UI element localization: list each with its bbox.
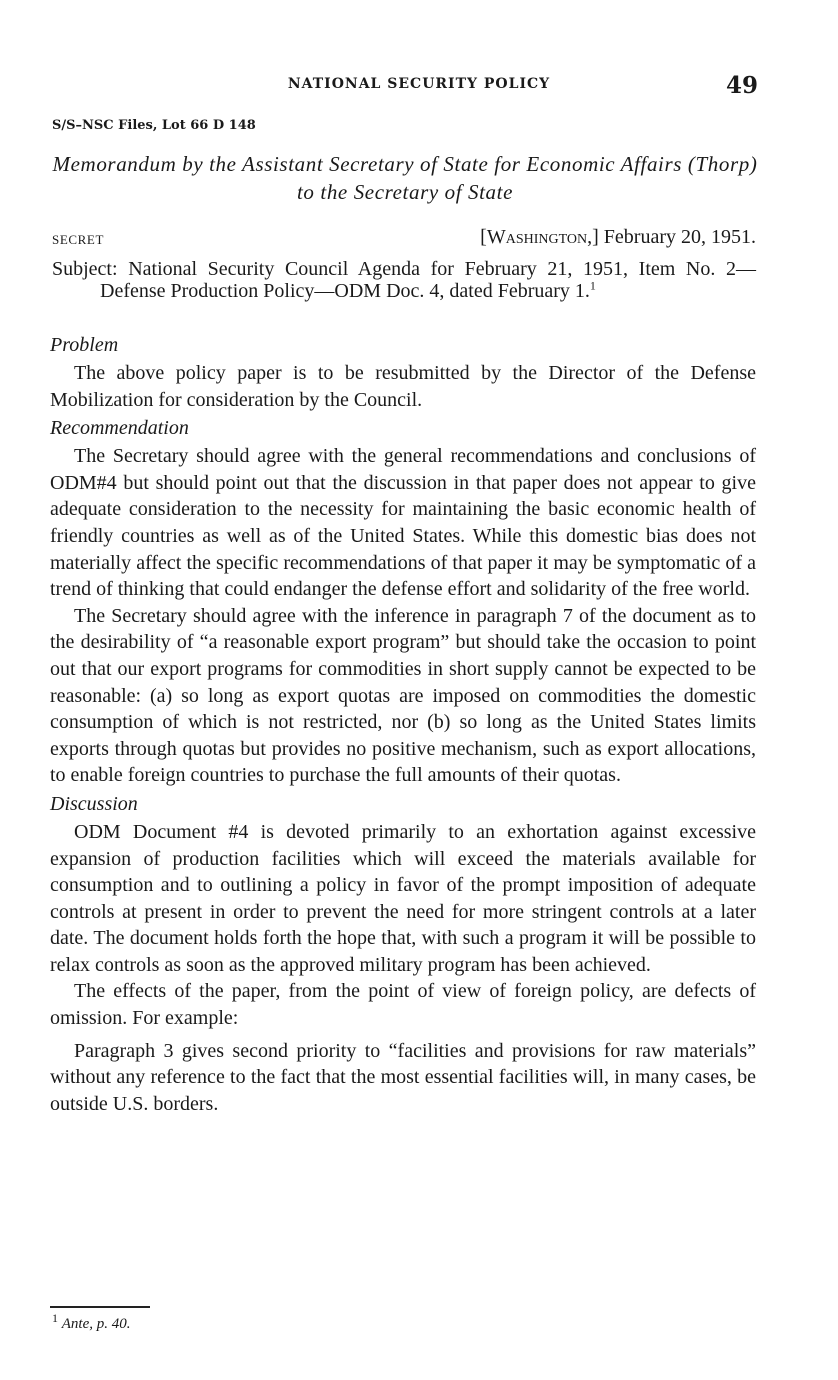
discussion-paragraph: ODM Document #4 is devoted primarily to an exhortation against excessive expansion of production facilities which will exceed the materials available for consumption and to outlining a policy in favor of the prompt imposition of adequate controls at present in order to prevent the need for more stringent controls at a later date. The document holds forth the hope that, with such a program it will be possible to relax controls as soon as the approved military program has been achieved.: [50, 820, 756, 976]
discussion-paragraph: The effects of the paper, from the point of view of foreign policy, are defects of omission. For example:: [50, 980, 756, 1030]
subject-block: [52, 258, 756, 302]
section-heading-discussion: Discussion: [50, 792, 138, 815]
memo-title: Memorandum by the Assistant Secretary of State for Economic Affairs (Thorp) to the Secretary of State: [52, 152, 758, 204]
page-number: 49: [725, 72, 758, 99]
subject-line: [52, 258, 756, 302]
subject-label: Subject:: [52, 258, 118, 280]
footnote: [52, 1311, 131, 1333]
recommendation-paragraph: The Secretary should agree with the inference in paragraph 7 of the document as to the desirability of “a reasonable export program” but should take the occasion to point out that our export programs for commodities in short supply cannot be expected to be reasonable: (a) so long as export quotas are imposed on commodities the domestic consumption of which is not restricted, nor (b) so long as the United States limits exports through quotas but provides no positive mechanism, such as export allocations, to enable foreign countries to purchase the full amounts of their quotas.: [50, 604, 756, 787]
footnote-text: Ante, p. 40.: [61, 1316, 131, 1332]
recommendation-paragraph: The Secretary should agree with the general recommendations and conclusions of ODM#4 but should point out that the discussion in that paper does not appear to give adequate consideration to the necessity for maintaining the basic economic health of friendly countries as well as of the United States. While this domestic bias does not materially affect the specific recommendations of that paper it may be symptomatic of a trend of thinking that could endanger the defense effort and solidarity of the free world.: [50, 445, 756, 601]
subject-footnote-ref: 1: [589, 278, 596, 293]
running-title: NATIONAL SECURITY POLICY: [287, 76, 551, 92]
footnote-marker: 1: [52, 1311, 58, 1325]
problem-paragraph: The above policy paper is to be resubmitted by the Director of the Defense Mobilization for consideration by the Council.: [50, 362, 756, 411]
memo-body: [50, 332, 756, 1117]
discussion-paragraph: Paragraph 3 gives second priority to “facilities and provisions for raw materials” without any reference to the fact that the most essential facilities will, in many cases, be outside U.S. borders.: [50, 1039, 756, 1115]
dateline: [Washington,] February 20, 1951.: [480, 226, 756, 248]
dateline-place: Washington,: [486, 226, 593, 248]
dateline-date: February 20, 1951.: [603, 226, 756, 248]
section-heading-problem: Problem: [50, 334, 119, 356]
footnote-divider: [50, 1306, 150, 1308]
classification-label: SECRET: [52, 232, 104, 247]
subject-text: National Security Council Agenda for February 21, 1951, Item No. 2—Defense Production Policy—ODM Doc. 4, dated February 1.: [100, 258, 757, 302]
section-heading-recommendation: Recommendation: [50, 417, 189, 440]
source-note: S/S–NSC Files, Lot 66 D 148: [52, 118, 256, 133]
